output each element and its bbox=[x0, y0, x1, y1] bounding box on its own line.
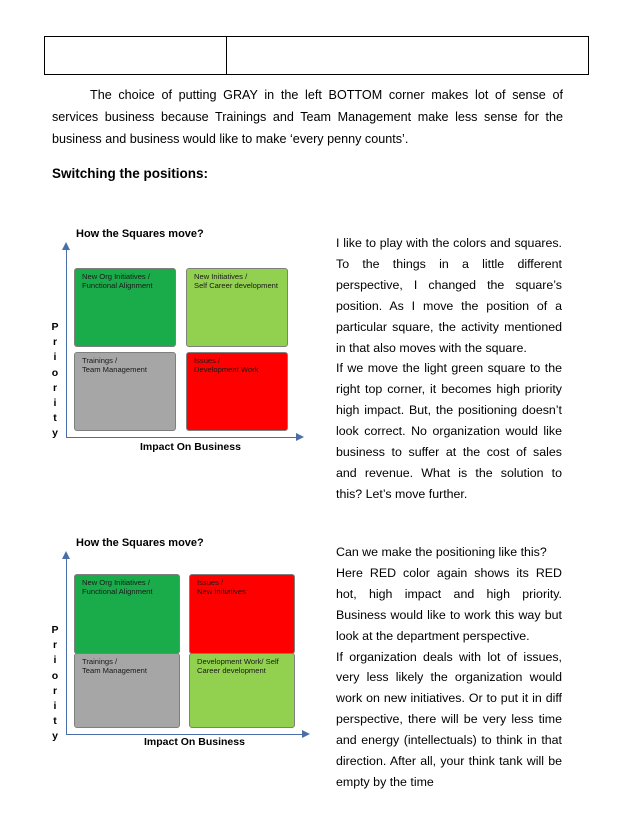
header-table-cell-2 bbox=[227, 37, 588, 74]
figure-2-square-bottom-left bbox=[74, 653, 180, 728]
figure-1-description bbox=[336, 233, 562, 505]
figure-2-x-arrow-icon bbox=[302, 730, 310, 738]
paragraph: Here RED color again shows its RED hot, high impact and high priority. Business would like to work this way but look at the department perspective. bbox=[336, 565, 562, 643]
figure-2-y-letter: y bbox=[52, 730, 58, 743]
figure-2-title: How the Squares move? bbox=[76, 537, 204, 549]
figure-1-y-letter: r bbox=[52, 381, 58, 394]
square-label-line: Issues / bbox=[197, 578, 224, 587]
square-label-line: New Org Initiatives / bbox=[82, 578, 150, 587]
header-table-cell-1 bbox=[45, 37, 227, 74]
figure-1-y-label bbox=[50, 320, 60, 442]
square-label-line: Trainings / bbox=[82, 657, 118, 666]
figure-1-y-letter: y bbox=[52, 427, 58, 440]
square-label-line: New Initiatives / bbox=[194, 272, 248, 281]
figure-1-x-label: Impact On Business bbox=[140, 441, 241, 453]
figure-2-description bbox=[336, 542, 562, 793]
figure-1-y-letter: t bbox=[53, 412, 57, 425]
square-label-line: Issues / bbox=[194, 356, 221, 365]
figure-1-square-bottom-right bbox=[186, 352, 288, 431]
figure-2-square-top-left bbox=[74, 574, 180, 654]
figure-2-square-top-right bbox=[189, 574, 295, 654]
square-label-line: Functional Alignment bbox=[82, 587, 153, 596]
figure-1-y-letter: i bbox=[53, 351, 57, 364]
figure-2-y-letter: o bbox=[51, 669, 59, 682]
figure-2-y-letter: r bbox=[52, 639, 58, 652]
figure-1-y-arrow-icon bbox=[62, 242, 70, 250]
figure-1-y-letter: r bbox=[52, 336, 58, 349]
figure-1-y-letter: i bbox=[53, 397, 57, 410]
figure-1-y-letter: P bbox=[51, 321, 59, 333]
square-label-line: Career development bbox=[197, 666, 266, 675]
figure-2-y-letter: P bbox=[51, 624, 59, 636]
figure-2-y-letter: i bbox=[53, 700, 57, 713]
square-label-line: Functional Alignment bbox=[82, 281, 153, 290]
paragraph: If organization deals with lot of issues, very less likely the organization would work on new initiatives. Or to put it in diff perspective, there will be very less time and energy (intellectuals) to think in that direction. After all, your think tank will be empty by the time bbox=[336, 649, 562, 789]
figure-2-square-bottom-right bbox=[189, 653, 295, 728]
square-label-line: Self Career development bbox=[194, 281, 278, 290]
figure-2-y-arrow-icon bbox=[62, 551, 70, 559]
figure-1-square-bottom-left bbox=[74, 352, 176, 431]
intro-paragraph: The choice of putting GRAY in the left BOTTOM corner makes lot of sense of services business because Trainings and Team Management make less sense for the business and business would like to make ‘every penny counts’. bbox=[52, 88, 563, 146]
figure-2-y-letter: t bbox=[53, 715, 57, 728]
figure-1-title: How the Squares move? bbox=[76, 228, 204, 240]
figure-1-x-arrow-icon bbox=[296, 433, 304, 441]
square-label-line: Team Management bbox=[82, 365, 148, 374]
figure-2-y-axis bbox=[66, 557, 67, 735]
square-label-line: New Initiatives bbox=[197, 587, 246, 596]
square-label-line: Development Work/ Self bbox=[197, 657, 279, 666]
paragraph: I like to play with the colors and squares. To the things in a little different perspective, I changed the square’s position. As I move the position of a particular square, the activity mentioned in that also moves with the square. bbox=[336, 236, 562, 355]
paragraph: If we move the light green square to the right top corner, it becomes high priority high impact. But, the positioning doesn’t look correct. No organization would like business to suffer at the cost of sales and revenue. What is the solution to this? Let’s move further. bbox=[336, 361, 562, 501]
figure-1-square-top-left bbox=[74, 268, 176, 347]
square-label-line: Team Management bbox=[82, 666, 148, 675]
header-table bbox=[44, 36, 589, 75]
figure-1-square-top-right bbox=[186, 268, 288, 347]
intro-text bbox=[52, 84, 563, 150]
square-label-line: Trainings / bbox=[82, 356, 118, 365]
figure-2-y-letter: i bbox=[53, 654, 57, 667]
square-label-line: Development Work bbox=[194, 365, 259, 374]
square-label-line: New Org Initiatives / bbox=[82, 272, 150, 281]
section-heading: Switching the positions: bbox=[52, 166, 208, 181]
figure-2-x-label: Impact On Business bbox=[144, 736, 245, 748]
figure-2-x-axis bbox=[66, 734, 304, 735]
figure-1-x-axis bbox=[66, 437, 298, 438]
figure-2-y-letter: r bbox=[52, 684, 58, 697]
figure-1-y-letter: o bbox=[51, 366, 59, 379]
figure-1-y-axis bbox=[66, 248, 67, 438]
figure-2-y-label bbox=[50, 623, 60, 745]
paragraph: Can we make the positioning like this? bbox=[336, 545, 547, 559]
